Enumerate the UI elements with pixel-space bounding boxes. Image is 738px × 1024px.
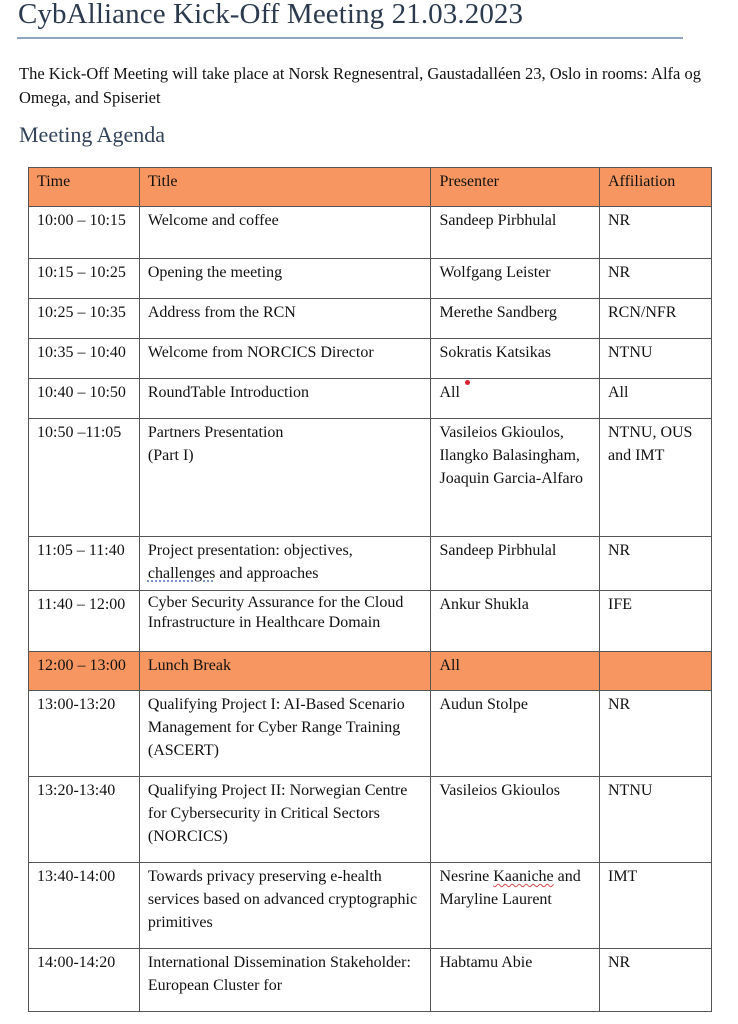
header-affiliation: Affiliation [600,168,712,207]
title-underline-rule [17,37,683,39]
cell-affiliation [600,652,712,691]
cell-presenter: Sandeep Pirbhulal [431,537,600,591]
lunch-break-row [29,652,712,691]
cell-time: 10:25 – 10:35 [29,299,140,339]
cell-time: 11:05 – 11:40 [29,537,140,591]
cell-presenter: Audun Stolpe [431,691,600,777]
intro-paragraph: The Kick-Off Meeting will take place at Norsk Regnesentral, Gaustadalléen 23, Oslo in rooms: Alfa og Omega, and Spiseriet [19,64,701,107]
table-row [29,537,712,591]
spelling-marked-word: Kaaniche [493,868,554,885]
cell-affiliation: NR [600,259,712,299]
cell-affiliation: IMT [600,863,712,949]
cell-affiliation: NTNU, OUS and IMT [600,419,712,537]
cell-affiliation: NR [600,207,712,259]
cell-time: 10:50 –11:05 [29,419,140,537]
cell-time: 10:40 – 10:50 [29,379,140,419]
presenter-text: All [439,384,460,401]
cell-time: 14:00-14:20 [29,949,140,1012]
cell-title: Qualifying Project II: Norwegian Centre for Cybersecurity in Critical Sectors (NORCICS) [139,777,431,863]
cell-presenter: Wolfgang Leister [431,259,600,299]
cell-affiliation: NR [600,949,712,1012]
cell-presenter: Sokratis Katsikas [431,339,600,379]
cell-title: RoundTable Introduction [139,379,431,419]
cell-presenter: Vasileios Gkioulos [431,777,600,863]
title-line: (Part I) [147,447,194,464]
cell-title: Qualifying Project I: AI-Based Scenario Management for Cyber Range Training (ASCERT) [139,691,431,777]
cell-affiliation: NTNU [600,339,712,379]
presenter-text: and Maryline Laurent [439,868,581,908]
cell-title [139,419,431,537]
cell-title: Lunch Break [139,652,431,691]
cell-title [139,537,431,591]
cell-affiliation: RCN/NFR [600,299,712,339]
table-row [29,339,712,379]
cell-title: Cyber Security Assurance for the Cloud Infrastructure in Healthcare Domain [139,591,431,652]
table-row [29,379,712,419]
cell-affiliation: All [600,379,712,419]
table-row [29,591,712,652]
header-presenter: Presenter [431,168,600,207]
cell-affiliation: NR [600,537,712,591]
title-text: Project presentation: objectives, [147,542,353,559]
cell-time: 13:20-13:40 [29,777,140,863]
cell-affiliation: IFE [600,591,712,652]
header-title: Title [139,168,431,207]
cell-presenter [431,379,600,419]
cell-presenter: All [431,652,600,691]
cell-presenter: Vasileios Gkioulos, Ilangko Balasingham, Joaquin Garcia-Alfaro [431,419,600,537]
cell-title: Opening the meeting [139,259,431,299]
cell-title: Welcome and coffee [139,207,431,259]
grammar-marked-word: challenges [147,565,216,582]
cell-presenter: Merethe Sandberg [431,299,600,339]
red-dot-marker [465,380,470,385]
cell-title: Towards privacy preserving e-health services based on advanced cryptographic primitives [139,863,431,949]
section-heading: Meeting Agenda [19,122,166,147]
cell-presenter: Habtamu Abie [431,949,600,1012]
table-row [29,949,712,1012]
presenter-text: Nesrine [439,868,494,885]
table-row [29,207,712,259]
cell-time: 11:40 – 12:00 [29,591,140,652]
cell-presenter: Ankur Shukla [431,591,600,652]
cell-time: 12:00 – 13:00 [29,652,140,691]
cell-presenter: Sandeep Pirbhulal [431,207,600,259]
cell-title: Address from the RCN [139,299,431,339]
table-row [29,863,712,949]
table-row [29,777,712,863]
table-row [29,691,712,777]
table-row [29,419,712,537]
table-row [29,259,712,299]
cell-time: 10:35 – 10:40 [29,339,140,379]
cell-affiliation: NR [600,691,712,777]
table-row [29,299,712,339]
cell-affiliation: NTNU [600,777,712,863]
agenda-header-row [29,168,712,207]
header-time: Time [29,168,140,207]
cell-presenter [431,863,600,949]
cell-time: 10:15 – 10:25 [29,259,140,299]
cell-time: 10:00 – 10:15 [29,207,140,259]
title-text: and approaches [215,565,319,582]
document-title: CybAlliance Kick-Off Meeting 21.03.2023 [18,0,524,30]
cell-title: Welcome from NORCICS Director [139,339,431,379]
cell-time: 13:00-13:20 [29,691,140,777]
cell-title: International Dissemination Stakeholder: European Cluster for [139,949,431,1012]
cell-time: 13:40-14:00 [29,863,140,949]
title-line: Partners Presentation [147,424,284,441]
agenda-table [28,167,712,1012]
